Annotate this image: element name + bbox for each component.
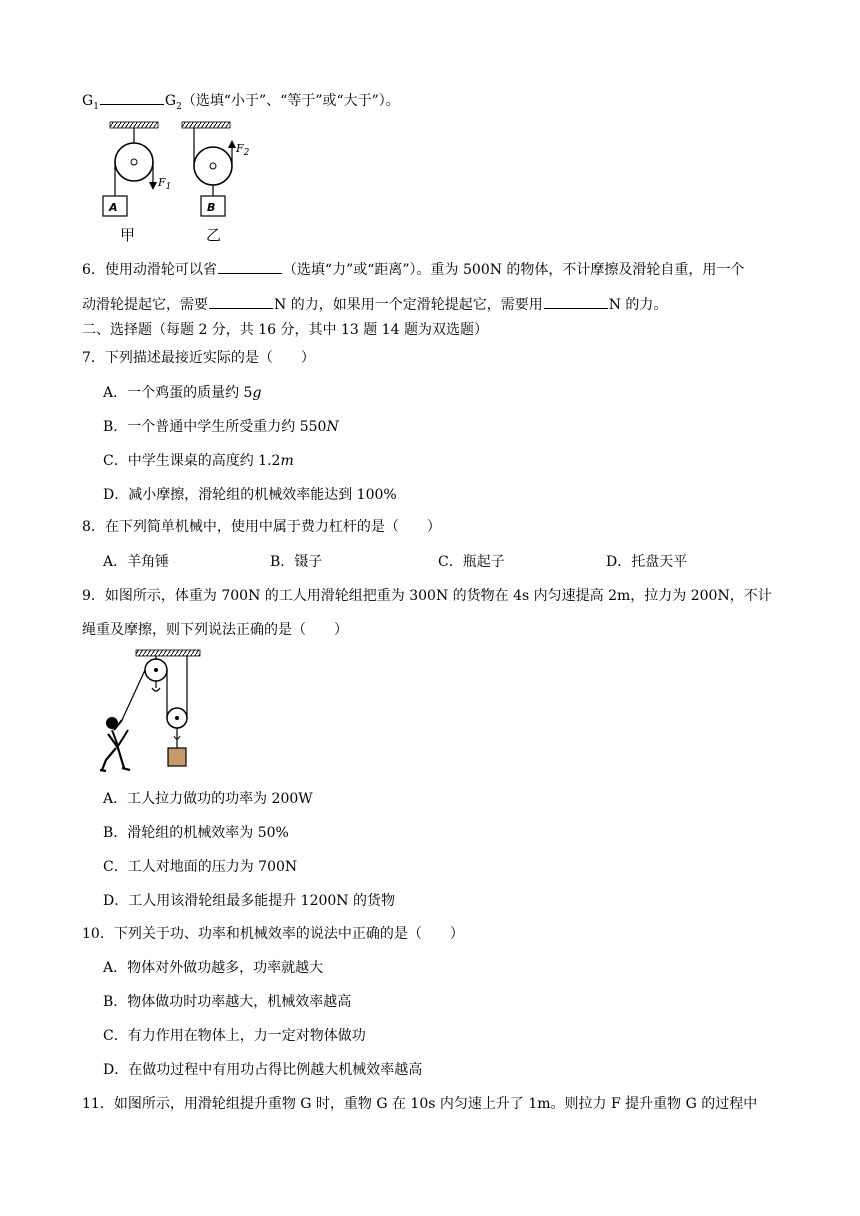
q7-option-d[interactable]: D．减小摩擦，滑轮组的机械效率能达到 100% [103, 487, 397, 503]
g2-subscript: 2 [176, 101, 182, 112]
q6-line1: 6．使用动滑轮可以省 （选填“力”或“距离”）。重为 500N 的物体，不计摩擦及滑轮自重，用一个 [82, 259, 744, 280]
q11-line1: 11．如图所示，用滑轮组提升重物 G 时，重物 G 在 10s 内匀速上升了 1m。则拉力 F 提升重物 G 的过程中 [82, 1096, 758, 1112]
g1-subscript: 1 [93, 101, 99, 112]
box-b-label: B [207, 201, 216, 214]
q8-option-b[interactable]: B．镊子 [270, 554, 323, 570]
f1-label: $F_1$ [158, 176, 172, 193]
pulley-jia [115, 143, 153, 181]
label-jia: 甲 [120, 226, 136, 244]
arrow-f1 [149, 182, 157, 190]
arrow-f2 [228, 140, 236, 148]
q5-answer-line [82, 90, 400, 117]
answer-blank[interactable] [544, 294, 608, 309]
q7-stem: 7．下列描述最接近实际的是（ ） [82, 350, 315, 366]
answer-blank[interactable] [218, 259, 282, 274]
q10-option-b[interactable]: B．物体做功时功率越大，机械效率越高 [103, 994, 352, 1010]
pulley-figure-jia-yi [96, 118, 250, 246]
ceiling-jia [110, 122, 158, 128]
q8-option-c[interactable]: C．瓶起子 [438, 554, 505, 570]
answer-blank[interactable] [209, 294, 273, 309]
section-heading: 二、选择题（每题 2 分，共 16 分，其中 13 题 14 题为双选题） [82, 322, 488, 338]
answer-blank[interactable] [100, 90, 164, 105]
q7-option-a[interactable]: A．一个鸡蛋的质量约 5g [103, 385, 262, 401]
pulley-yi [194, 147, 232, 185]
q8-stem: 8．在下列简单机械中，使用中属于费力杠杆的是（ ） [82, 519, 441, 535]
q6-line2: 动滑轮提起它，需要 N 的力，如果用一个定滑轮提起它，需要用 N 的力。 [82, 294, 667, 315]
box-a-label: A [109, 201, 118, 214]
worker-pulley-figure [100, 648, 210, 776]
q9-option-a[interactable]: A．工人拉力做功的功率为 200W [103, 791, 313, 807]
g2-symbol: G [164, 93, 177, 109]
f2-label: $F_2$ [236, 142, 250, 159]
q9-line2: 绳重及摩擦，则下列说法正确的是（ ） [82, 622, 348, 638]
q5-hint: （选填“小于”、“等于”或“大于”）。 [181, 93, 400, 109]
q8-option-d[interactable]: D．托盘天平 [606, 554, 688, 570]
cargo-box [168, 748, 186, 766]
q10-stem: 10．下列关于功、功率和机械效率的说法中正确的是（ ） [82, 926, 464, 942]
q9-option-c[interactable]: C．工人对地面的压力为 700N [103, 859, 298, 875]
q9-line1: 9．如图所示，体重为 700N 的工人用滑轮组把重为 300N 的货物在 4s 内匀速提高 2m，拉力为 200N，不计 [82, 588, 772, 604]
q10-option-c[interactable]: C．有力作用在物体上，力一定对物体做功 [103, 1028, 366, 1044]
q7-option-c[interactable]: C．中学生课桌的高度约 1.2m [103, 453, 294, 469]
q7-option-b[interactable]: B．一个普通中学生所受重力约 550N [103, 419, 339, 435]
q9-option-b[interactable]: B．滑轮组的机械效率为 50% [103, 825, 289, 841]
ceiling [136, 650, 200, 656]
q9-option-d[interactable]: D．工人用该滑轮组最多能提升 1200N 的货物 [103, 893, 396, 909]
q10-option-d[interactable]: D．在做功过程中有用功占得比例越大机械效率越高 [103, 1062, 423, 1078]
label-yi: 乙 [206, 226, 222, 244]
g1-symbol: G [82, 93, 94, 109]
q10-option-a[interactable]: A．物体对外做功越多，功率就越大 [103, 960, 324, 976]
worker-pulley-diagram [100, 648, 210, 776]
ceiling-yi [182, 122, 230, 128]
q8-option-a[interactable]: A．羊角锤 [103, 554, 170, 570]
